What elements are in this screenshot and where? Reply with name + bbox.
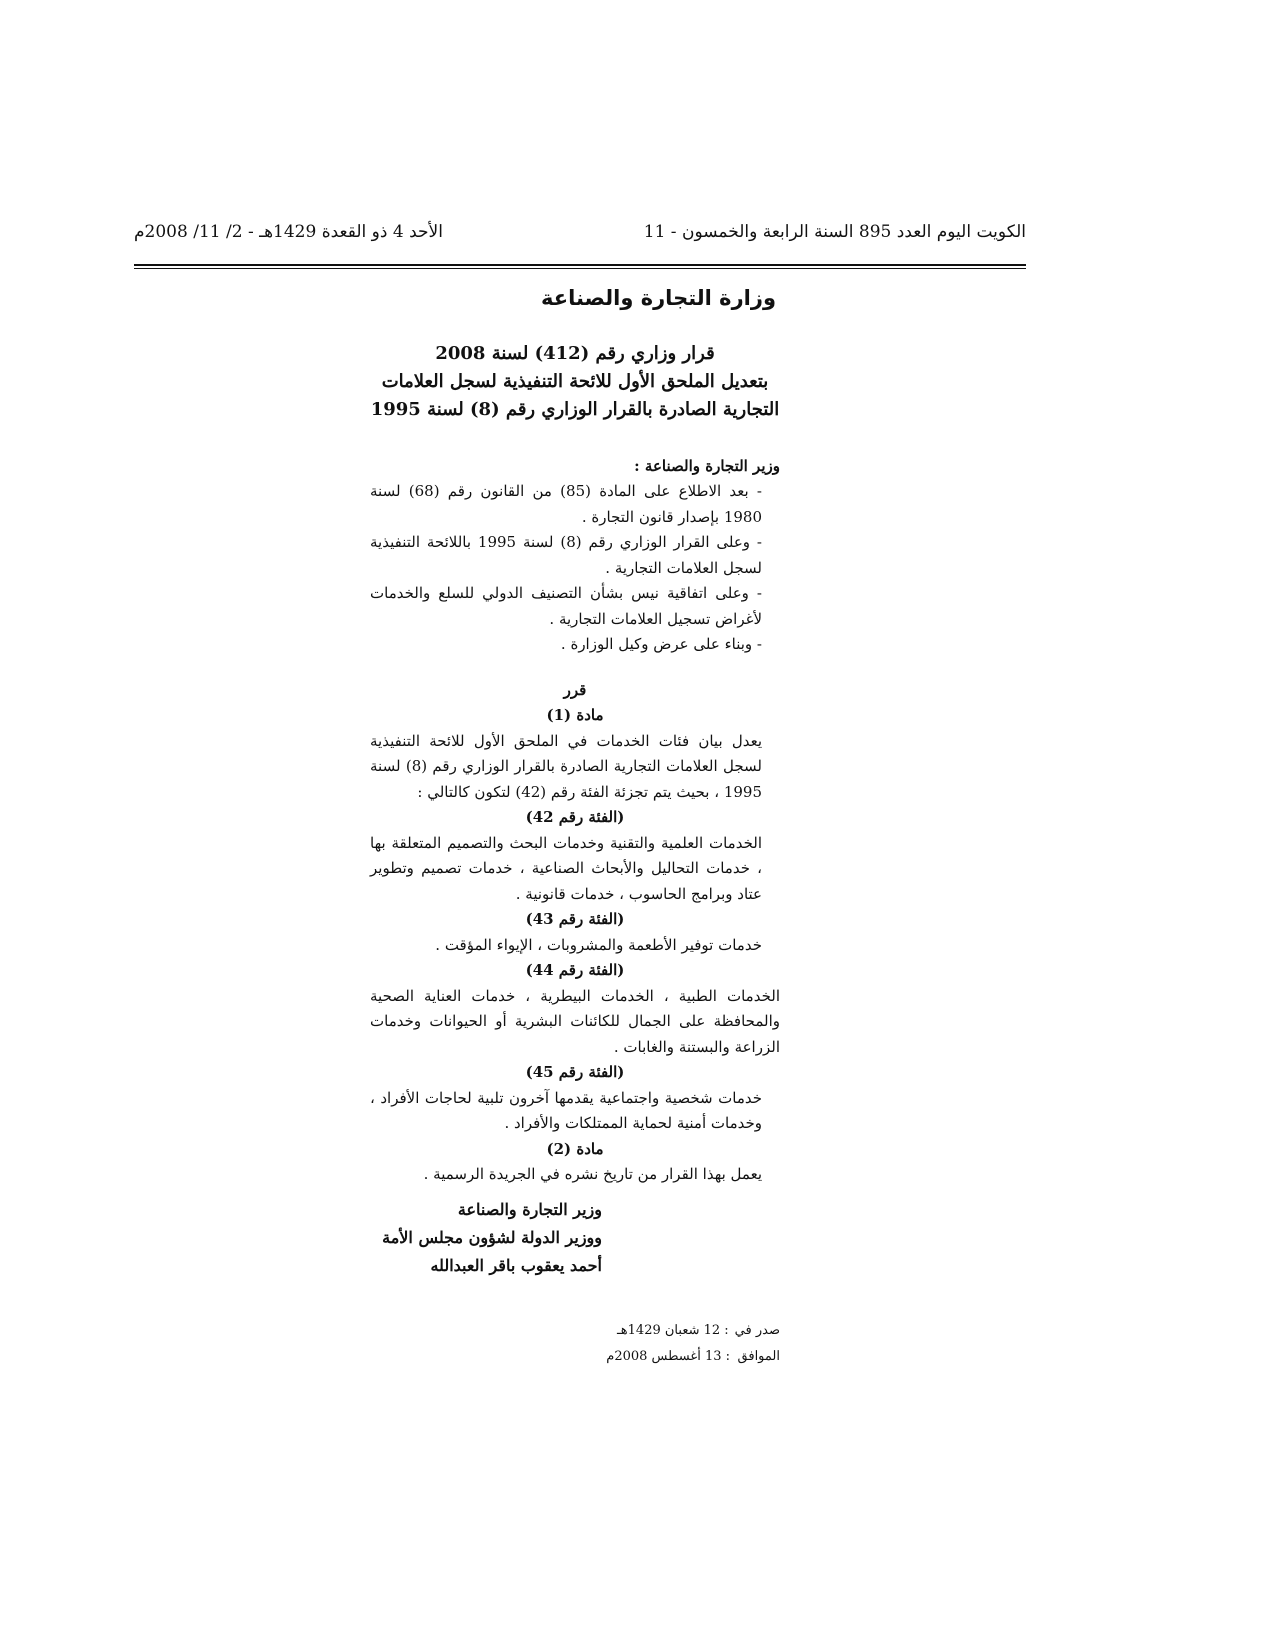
article-2-heading: مادة (2) <box>546 1139 604 1158</box>
preamble-item: - وبناء على عرض وكيل الوزارة . <box>560 635 762 653</box>
issued-gregorian-date: : 13 أغسطس 2008م <box>606 1349 730 1364</box>
header-gazette-info: الكويت اليوم العدد 895 السنة الرابعة والخمسون - 11 <box>643 222 1026 242</box>
header-rule-thick <box>134 264 1026 266</box>
signature-title-2: ووزير الدولة لشؤون مجلس الأمة <box>382 1228 602 1247</box>
decree-title-line-3: التجارية الصادرة بالقرار الوزاري رقم (8) لسنة 1995 <box>370 398 780 420</box>
article-1-heading: مادة (1) <box>546 706 604 724</box>
issued-hijri-date: : 12 شعبان 1429هـ <box>616 1323 729 1338</box>
class-42-heading: (الفئة رقم 42) <box>525 808 625 826</box>
signature-block <box>370 1196 780 1280</box>
preamble-item: - بعد الاطلاع على المادة (85) من القانون رقم (68) لسنة 1980 بإصدار قانون التجارة . <box>370 482 762 526</box>
class-44-body: الخدمات الطبية ، الخدمات البيطرية ، خدمات العناية الصحية والمحافظة على الجمال للكائنات البشرية أو الحيوانات وخدمات الزراعة والبستنة والغابات . <box>370 986 780 1056</box>
ministry-heading: وزارة التجارة والصناعة <box>541 286 776 310</box>
article-2-body: يعمل بهذا القرار من تاريخ نشره في الجريدة الرسمية . <box>423 1165 762 1183</box>
header-date: الأحد 4 ذو القعدة 1429هـ - 2/ 11/ 2008م <box>134 222 443 242</box>
document-body <box>370 286 780 1188</box>
class-45-body: خدمات شخصية واجتماعية يقدمها آخرون تلبية لحاجات الأفراد ، وخدمات أمنية لحماية الممتلكات والأفراد . <box>370 1088 762 1132</box>
class-45-heading: (الفئة رقم 45) <box>525 1063 625 1081</box>
class-44-heading: (الفئة رقم 44) <box>525 961 625 979</box>
signature-title-1: وزير التجارة والصناعة <box>457 1200 602 1219</box>
decree-title <box>370 340 780 424</box>
preamble-minister: وزير التجارة والصناعة : <box>634 456 780 475</box>
article-1-body: يعدل بيان فئات الخدمات في الملحق الأول للائحة التنفيذية لسجل العلامات التجارية الصادرة بالقرار الوزاري رقم (8) لسنة 1995 ، بحيث يتم تجزئة الفئة رقم (42) لتكون كالتالي : <box>370 731 762 801</box>
decree-title-line-1: قرار وزاري رقم (412) لسنة 2008 <box>435 342 715 364</box>
preamble-item: - وعلى اتفاقية نيس بشأن التصنيف الدولي للسلع والخدمات لأغراض تسجيل العلامات التجارية . <box>370 584 762 628</box>
issued-dates <box>520 1318 780 1370</box>
header-rule-thin <box>134 268 1026 269</box>
signature-name: أحمد يعقوب باقر العبدالله <box>430 1256 602 1275</box>
corresponding-label: الموافق <box>737 1349 780 1364</box>
decree-title-line-2: بتعديل الملحق الأول للائحة التنفيذية لسجل العلامات <box>381 370 769 392</box>
issued-hijri-row <box>520 1318 780 1344</box>
class-42-body: الخدمات العلمية والتقنية وخدمات البحث والتصميم المتعلقة بها ، خدمات التحاليل والأبحاث الصناعية ، خدمات تصميم وتطوير عتاد وبرامج الحاسوب ، خدمات قانونية . <box>370 833 762 903</box>
decision <box>370 678 780 1188</box>
preamble-item: - وعلى القرار الوزاري رقم (8) لسنة 1995 باللائحة التنفيذية لسجل العلامات التجارية . <box>370 533 762 577</box>
class-43-body: خدمات توفير الأطعمة والمشروبات ، الإيواء المؤقت . <box>435 935 762 954</box>
preamble <box>370 454 780 658</box>
decided-heading: قرر <box>563 680 587 699</box>
issued-label: صدر في <box>734 1323 780 1338</box>
page-header <box>134 222 1026 252</box>
issued-gregorian-row <box>520 1344 780 1370</box>
class-43-heading: (الفئة رقم 43) <box>525 910 625 928</box>
